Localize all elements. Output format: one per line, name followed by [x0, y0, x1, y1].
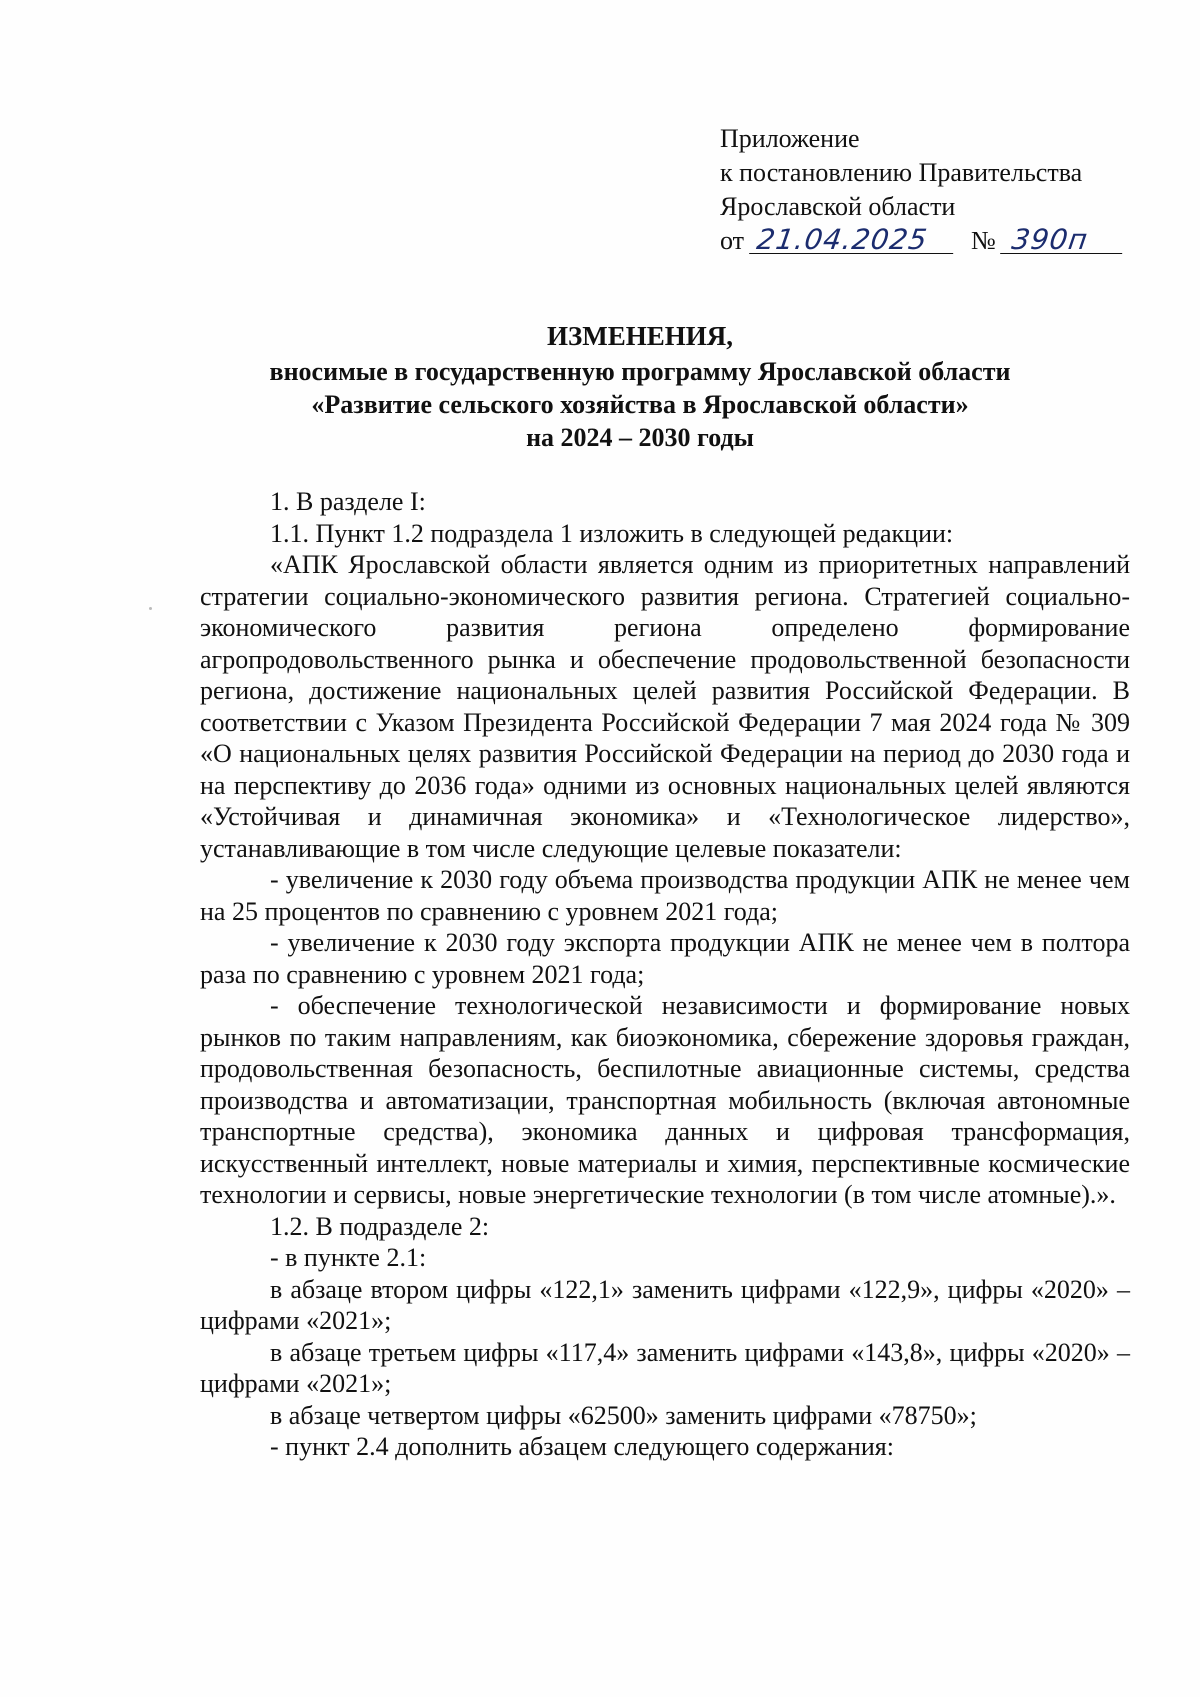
- paragraph: - в пункте 2.1:: [270, 1243, 427, 1272]
- paragraph: в абзаце втором цифры «122,1» заменить цифрами «122,9», цифры «2020» – цифрами «2021»;: [200, 1274, 1130, 1335]
- handwritten-number: 390п: [1000, 227, 1126, 254]
- appendix-date-line: [720, 224, 1124, 258]
- appendix-line-1: Приложение: [720, 124, 860, 153]
- paragraph: - увеличение к 2030 году экспорта продукции АПК не менее чем в полтора раза по сравнению с уровнем 2021 года;: [200, 928, 1130, 989]
- title-main: ИЗМЕНЕНИЯ,: [546, 321, 733, 351]
- paragraph: 1.2. В подразделе 2:: [270, 1211, 490, 1241]
- document-body: [200, 486, 1130, 1463]
- paragraph: - пункт 2.4 дополнить абзацем следующего содержания:: [270, 1432, 894, 1461]
- date-prefix: от: [720, 226, 745, 255]
- title-line-4: на 2024 – 2030 годы: [526, 423, 754, 452]
- paragraph: 1.1. Пункт 1.2 подраздела 1 изложить в следующей редакции:: [270, 518, 954, 548]
- appendix-line-3: Ярославской области: [720, 192, 956, 221]
- paragraph: - обеспечение технологической независимости и формирование новых рынков по таким направлениям, как биоэкономика, сбережение здоровья граждан, продовольственная безопасность, беспилотные авиационные системы, средства производства и автоматизации, транспортная мобильность (включая автономные транспортные средства), экономика данных и цифровая трансформация, искусственный интеллект, новые материалы и химия, перспективные космические технологии и сервисы, новые энергетические технологии (в том числе атомные).».: [200, 991, 1130, 1209]
- paragraph: - увеличение к 2030 году объема производства продукции АПК не менее чем на 25 процентов по сравнению с уровнем 2021 года;: [200, 865, 1130, 926]
- appendix-header: [720, 122, 1124, 258]
- title-line-3: «Развитие сельского хозяйства в Ярославской области»: [311, 390, 969, 419]
- paragraph: «АПК Ярославской области является одним из приоритетных направлений стратегии социально-экономического развития региона. Стратегией социально-экономического развития региона определено формирование агропродовольственного рынка и обеспечение продовольственной безопасности региона, достижение национальных целей развития Российской Федерации. В соответствии с Указом Президента Российской Федерации 7 мая 2024 года № 309 «О национальных целях развития Российской Федерации на период до 2030 года и на перспективу до 2036 года» одними из основных национальных целей являются «Устойчивая и динамичная экономика» и «Технологическое лидерство», устанавливающие в том числе следующие целевые показатели:: [200, 550, 1130, 863]
- handwritten-date: 21.04.2025: [749, 227, 957, 254]
- number-sign: №: [971, 226, 996, 255]
- appendix-line-2: к постановлению Правительства: [720, 158, 1083, 187]
- document-title: [200, 320, 1080, 454]
- paragraph: в абзаце четвертом цифры «62500» заменить цифрами «78750»;: [270, 1400, 977, 1430]
- scan-speck: [149, 607, 152, 610]
- title-line-2: вносимые в государственную программу Ярославской области: [269, 357, 1011, 386]
- paragraph: в абзаце третьем цифры «117,4» заменить цифрами «143,8», цифры «2020» – цифрами «2021»;: [200, 1337, 1130, 1398]
- paragraph: 1. В разделе I:: [270, 487, 426, 516]
